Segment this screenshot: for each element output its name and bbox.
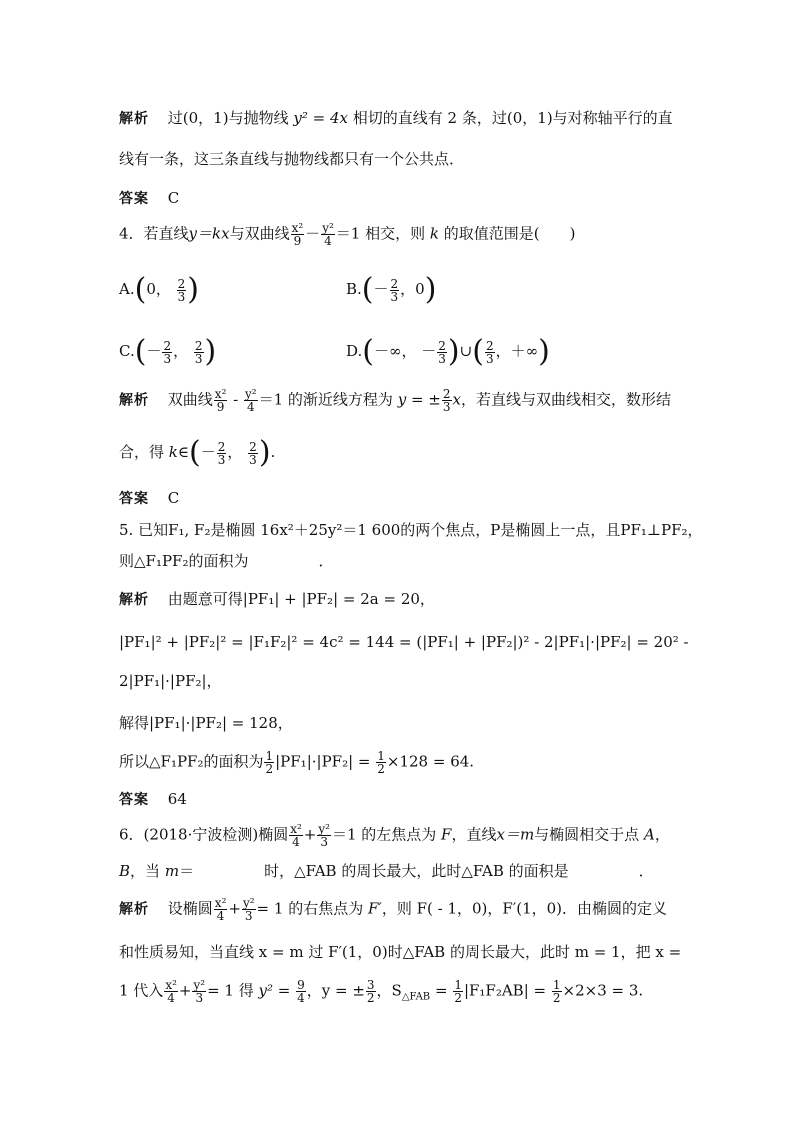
q4-solution-line2: 合，得 k∈(－ $\frac{2}{3}$ ， $\frac{2}{3}$ ). [119, 435, 276, 470]
q4-stem-a: 4．若直线 [119, 224, 189, 243]
q6-stem-line1: 6．(2018·宁波检测)椭圆 $\frac{\text{x²}}{4}$ + $\frac{\text{y²}}{3}$ ＝1 的左焦点为 F，直线x＝m与椭圆相交于点 A， [119, 822, 670, 849]
analysis-label: 解析 [119, 111, 149, 127]
q5-answer-value: 64 [167, 790, 187, 808]
q3-sol-count: 2 [447, 109, 458, 127]
q6-solution-line2: 和性质易知，当直线 x = m 过 F′(1，0)时△FAB 的周长最大，此时 m = 1，把 x = [119, 943, 682, 961]
q5-solution-line2: |PF₁|² + |PF₂|² = |F₁F₂|² = 4c² = 144 = (|PF₁| + |PF₂|)² - 2|PF₁|·|PF₂| = 20² - [119, 633, 689, 651]
q6-stem-line2: B，当 m＝ 时，△FAB 的周长最大，此时△FAB 的面积是 ． [119, 862, 654, 880]
analysis-label: 解析 [119, 901, 149, 918]
q4-stem-d: ＝1 相交，则 [335, 224, 426, 243]
q4-option-b[interactable]: B.(－ $\frac{2}{3}$ ，0) [346, 272, 437, 307]
q5-stem-line1: 5. 已知F₁, F₂是椭圆 16x²＋25y²＝1 600的两个焦点，P是椭圆上一点，且PF₁⊥PF₂， [119, 521, 703, 539]
answer-label: 答案 [119, 491, 149, 507]
q5-solution-line1: 解析 由题意可得|PF₁| + |PF₂| = 2a = 20， [119, 590, 435, 608]
answer-label: 答案 [119, 792, 149, 808]
q4-option-c[interactable]: C.(－ $\frac{2}{3}$ ， $\frac{2}{3}$ ) [119, 334, 217, 369]
q6-solution-line1: 解析 设椭圆 $\frac{\text{x²}}{4}$ + $\frac{\text{y²}}{3}$ = 1 的右焦点为 F′，则 F( - 1，0)，F′(1，0)．由椭圆的定义 [119, 896, 668, 923]
q5-solution-line4: 解得|PF₁|·|PF₂| = 128， [119, 714, 293, 732]
q4-stem: 4．若直线y＝kx与双曲线 $\frac{\text{x²}}{9}$ － $\frac{\text{y²}}{4}$ ＝1 相交，则 k 的取值范围是( ) [119, 221, 576, 248]
answer-label: 答案 [119, 191, 149, 207]
q3-solution-line2: 线有一条，这三条直线与抛物线都只有一个公共点． [119, 150, 465, 168]
q3-answer [119, 188, 179, 209]
q3-answer-value: C [167, 189, 180, 207]
q6-solution-line3: 1 代入 $\frac{\text{x²}}{4}$ + $\frac{\text{y²}}{3}$ = 1 得 y² = $\frac{9}{4}$ ，y = ± $\frac{3}{2}$ ，$S_{\triangle FAB}$ = $\frac{1}{2}$ |F₁F₂AB| = $\frac{1}{2}$ ×2×3 = 3. [119, 978, 644, 1005]
q4-stem-f: 的取值范围是( ) [443, 224, 576, 243]
analysis-label: 解析 [119, 392, 149, 409]
q4-answer-value: C [167, 489, 180, 507]
q3-sol-text-c: 条，过(0，1)与对称轴平行的直 [461, 109, 673, 127]
q4-stem-c: 与双曲线 [229, 224, 290, 243]
q4-option-a[interactable]: A.(0， $\frac{2}{3}$ ) [119, 272, 200, 307]
q5-stem-line2: 则△F₁PF₂的面积为 ． [119, 552, 334, 570]
q4-line-eq: y＝kx [188, 224, 230, 243]
q3-sol-text-b: 相切的直线有 [352, 109, 443, 127]
q4-answer [119, 488, 179, 509]
q5-answer [119, 789, 187, 810]
analysis-label: 解析 [119, 592, 149, 608]
q3-sol-equation: y² = 4x [293, 109, 348, 127]
q3-solution-line1 [119, 108, 673, 129]
q3-sol-text-a: 过(0，1)与抛物线 [167, 109, 289, 127]
q4-solution-line1: 解析 双曲线 $\frac{\text{x²}}{9}$ - $\frac{\text{y²}}{4}$ ＝1 的渐近线方程为 y = ± $\frac{2}{3}$ x，若直线与双曲线相交，数形结 [119, 387, 671, 414]
q5-solution-line3: 2|PF₁|·|PF₂|， [119, 672, 222, 690]
q4-option-d[interactable]: D.(－∞， － $\frac{2}{3}$ )∪( $\frac{2}{3}$ ，＋∞) [346, 334, 550, 369]
frac-x2-9: $\frac{\text{x²}}{9}$ [291, 221, 304, 248]
q5-solution-line5: 所以△F₁PF₂的面积为 $\frac{1}{2}$ |PF₁|·|PF₂| = $\frac{1}{2}$ ×128 = 64. [119, 749, 475, 776]
frac-y2-4: $\frac{\text{y²}}{4}$ [322, 221, 334, 248]
